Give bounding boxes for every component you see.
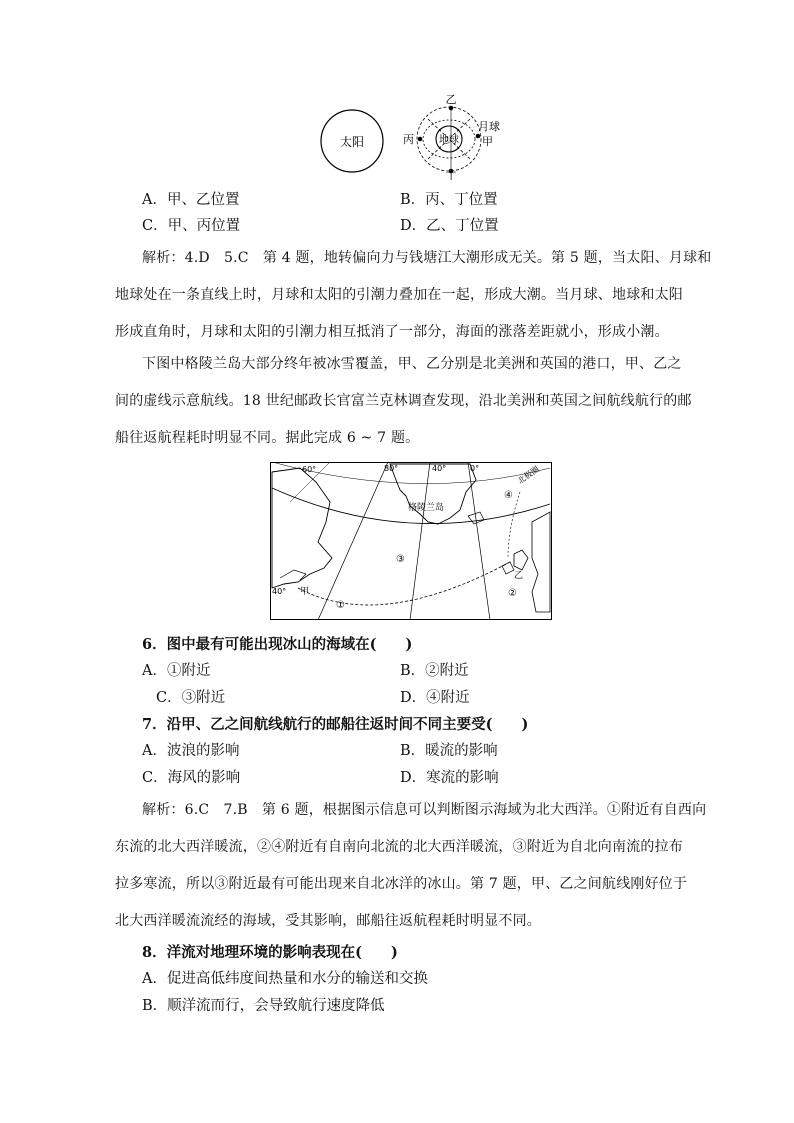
greenland-label: 格陵兰岛	[408, 503, 445, 513]
analysis-1-line-2: 地球处在一条直线上时，月球和太阳的引潮力叠加在一起，形成大潮。当月球、地球和太阳	[115, 287, 683, 303]
analysis-2-line-4: 北大西洋暖流流经的海域，受其影响，邮船往返航程耗时明显不同。	[115, 913, 541, 929]
q7-option-a: A．波浪的影响	[142, 743, 240, 759]
lon-60-label: 60°	[302, 465, 317, 474]
q5-option-b: B．丙、丁位置	[400, 192, 498, 208]
q6-option-c: C．③附近	[156, 690, 226, 706]
q6-option-b: B．②附近	[400, 663, 469, 679]
arctic-circle-label: 北极圈	[515, 464, 541, 486]
lon-0-label: 0°	[470, 464, 480, 473]
north-atlantic-map	[270, 462, 552, 620]
q8-stem: 8．洋流对地理环境的影响表现在( )	[142, 944, 398, 961]
lon-80-label: 80°	[384, 464, 399, 473]
pos-jia-label: 甲	[482, 135, 493, 148]
marker-4: ④	[504, 490, 513, 501]
pos-yi-label: 乙	[445, 93, 457, 106]
q5-option-a: A．甲、乙位置	[142, 192, 240, 208]
pos-ding-label: 丁	[445, 170, 457, 180]
analysis-2-line-3: 拉多寒流，所以③附近最有可能出现来自北冰洋的冰山。第 7 题，甲、乙之间航线刚好位于	[115, 876, 688, 892]
q7-option-b: B．暖流的影响	[400, 743, 498, 759]
analysis-2-line-2: 东流的北大西洋暖流，②④附近有自南向北流的北大西洋暖流，③附近为自北向南流的拉布	[115, 839, 683, 855]
port-yi-label: 乙	[514, 571, 524, 581]
q6-stem: 6．图中最有可能出现冰山的海域在( )	[142, 636, 413, 653]
analysis-2-line-1: 解析：6.C 7.B 第 6 题，根据图示信息可以判断图示海域为北大西洋。①附近有自西向	[142, 802, 707, 818]
lon-40-label: 40°	[432, 464, 447, 473]
marker-2: ②	[508, 588, 517, 599]
analysis-1-line-3: 形成直角时，月球和太阳的引潮力相互抵消了一部分，海面的涨落差距就小，形成小潮。	[115, 324, 669, 340]
q7-option-c: C．海风的影响	[142, 770, 241, 786]
analysis-1-line-1: 解析：4.D 5.C 第 4 题，地转偏向力与钱塘江大潮形成无关。第 5 题，当太阳、月球和	[142, 250, 712, 266]
marker-3: ③	[396, 554, 405, 565]
moon-label: 月球	[478, 120, 500, 133]
earth-label: 地球	[439, 135, 459, 146]
pos-bing-label: 丙	[403, 133, 414, 146]
port-jia-label: 甲	[300, 587, 310, 597]
q5-option-d: D．乙、丁位置	[400, 218, 499, 234]
q7-stem: 7．沿甲、乙之间航线航行的邮船往返时间不同主要受( )	[142, 716, 529, 733]
marker-1: ①	[336, 600, 345, 611]
sun-earth-moon-diagram	[310, 92, 510, 180]
q6-option-a: A．①附近	[142, 663, 211, 679]
q8-option-b: B．顺洋流而行，会导致航行速度降低	[142, 998, 385, 1014]
q5-option-c: C．甲、丙位置	[142, 218, 241, 234]
q8-option-a: A．促进高低纬度间热量和水分的输送和交换	[142, 971, 428, 987]
lat-40-label: 40°	[272, 587, 287, 596]
intro-line-1: 下图中格陵兰岛大部分终年被冰雪覆盖，甲、乙分别是北美洲和英国的港口，甲、乙之	[142, 356, 682, 372]
intro-line-2: 间的虚线示意航线。18 世纪邮政长官富兰克林调查发现，沿北美洲和英国之间航线航行的邮	[115, 393, 692, 409]
q7-option-d: D．寒流的影响	[400, 770, 499, 786]
q6-option-d: D．④附近	[400, 690, 470, 706]
intro-line-3: 船往返航程耗时明显不同。据此完成 6 ~ 7 题。	[115, 430, 420, 446]
sun-label: 太阳	[339, 135, 365, 149]
